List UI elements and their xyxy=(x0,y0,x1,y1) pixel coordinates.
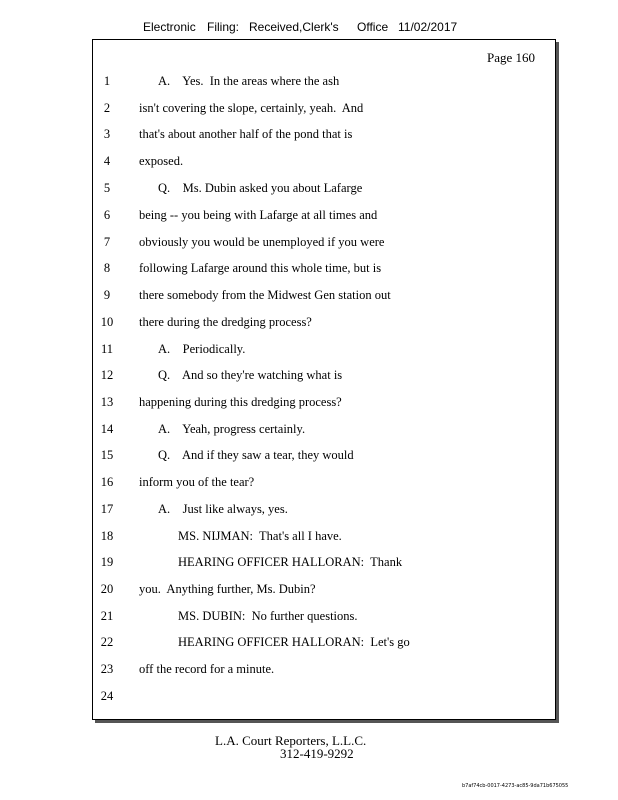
transcript-line xyxy=(0,261,618,281)
line-text: Q. Ms. Dubin asked you about Lafarge xyxy=(158,181,363,195)
line-text: A. Just like always, yes. xyxy=(158,502,288,516)
transcript-line xyxy=(0,74,618,94)
line-text: that's about another half of the pond that is xyxy=(139,127,353,141)
transcript-line xyxy=(0,609,618,629)
transcript-line xyxy=(0,154,618,174)
line-number: 4 xyxy=(103,154,111,168)
footer-company: L.A. Court Reporters, L.L.C. xyxy=(215,733,367,748)
transcript-line xyxy=(0,448,618,468)
line-text: isn't covering the slope, certainly, yeah. And xyxy=(139,101,364,115)
filing-header xyxy=(0,20,618,38)
line-number: 12 xyxy=(100,368,114,382)
line-number: 20 xyxy=(100,582,114,596)
transcript-line xyxy=(0,475,618,495)
document-hash: b7af74cb-0017-4273-ac85-9da71b675055 xyxy=(462,783,569,789)
line-text: HEARING OFFICER HALLORAN: Let's go xyxy=(178,635,410,649)
line-text: happening during this dredging process? xyxy=(139,395,342,409)
line-text: there during the dredging process? xyxy=(139,315,312,329)
line-number: 5 xyxy=(103,181,111,195)
line-number: 13 xyxy=(100,395,114,409)
line-number: 24 xyxy=(100,689,114,703)
line-text: inform you of the tear? xyxy=(139,475,255,489)
transcript-line xyxy=(0,101,618,121)
line-text: Q. And so they're watching what is xyxy=(158,368,343,382)
header-received: Received,Clerk's xyxy=(249,20,339,34)
line-text: exposed. xyxy=(139,154,184,168)
footer-phone: 312-419-9292 xyxy=(280,746,354,761)
transcript-line xyxy=(0,208,618,228)
line-number: 16 xyxy=(100,475,114,489)
line-text: MS. NIJMAN: That's all I have. xyxy=(178,529,342,543)
line-text: being -- you being with Lafarge at all times and xyxy=(139,208,378,222)
line-number: 18 xyxy=(100,529,114,543)
transcript-line xyxy=(0,342,618,362)
line-number: 19 xyxy=(100,555,114,569)
transcript-line xyxy=(0,635,618,655)
line-text: off the record for a minute. xyxy=(139,662,275,676)
transcript-line xyxy=(0,555,618,575)
page-number: Page 160 xyxy=(487,50,536,65)
line-number: 2 xyxy=(103,101,111,115)
line-text: A. Periodically. xyxy=(158,342,246,356)
line-number: 9 xyxy=(103,288,111,302)
header-electronic: Electronic xyxy=(143,20,196,34)
transcript-line xyxy=(0,235,618,255)
line-text: A. Yeah, progress certainly. xyxy=(158,422,306,436)
line-number: 7 xyxy=(103,235,111,249)
transcript-line xyxy=(0,662,618,682)
transcript-line xyxy=(0,529,618,549)
line-number: 3 xyxy=(103,127,111,141)
line-number: 1 xyxy=(103,74,111,88)
line-number: 15 xyxy=(100,448,114,462)
line-text: there somebody from the Midwest Gen station out xyxy=(139,288,391,302)
line-number: 10 xyxy=(100,315,114,329)
line-text: obviously you would be unemployed if you were xyxy=(139,235,385,249)
header-date: 11/02/2017 xyxy=(398,20,458,34)
transcript-line xyxy=(0,502,618,522)
transcript-line xyxy=(0,689,618,709)
line-number: 21 xyxy=(100,609,114,623)
line-number: 8 xyxy=(103,261,111,275)
line-text: following Lafarge around this whole time, but is xyxy=(139,261,382,275)
transcript-line xyxy=(0,422,618,442)
transcript-line xyxy=(0,582,618,602)
transcript-line xyxy=(0,288,618,308)
line-number: 14 xyxy=(100,422,114,436)
header-filing: Filing: xyxy=(207,20,240,34)
line-number: 23 xyxy=(100,662,114,676)
line-text: A. Yes. In the areas where the ash xyxy=(158,74,340,88)
line-text: HEARING OFFICER HALLORAN: Thank xyxy=(178,555,403,569)
transcript-line xyxy=(0,315,618,335)
line-number: 11 xyxy=(100,342,114,356)
transcript-line xyxy=(0,127,618,147)
line-number: 22 xyxy=(100,635,114,649)
line-text: Q. And if they saw a tear, they would xyxy=(158,448,354,462)
transcript-line xyxy=(0,395,618,415)
line-number: 6 xyxy=(103,208,111,222)
transcript-line xyxy=(0,181,618,201)
line-text: MS. DUBIN: No further questions. xyxy=(178,609,358,623)
line-text: you. Anything further, Ms. Dubin? xyxy=(139,582,316,596)
line-number: 17 xyxy=(100,502,114,516)
header-office: Office xyxy=(357,20,389,34)
transcript-line xyxy=(0,368,618,388)
